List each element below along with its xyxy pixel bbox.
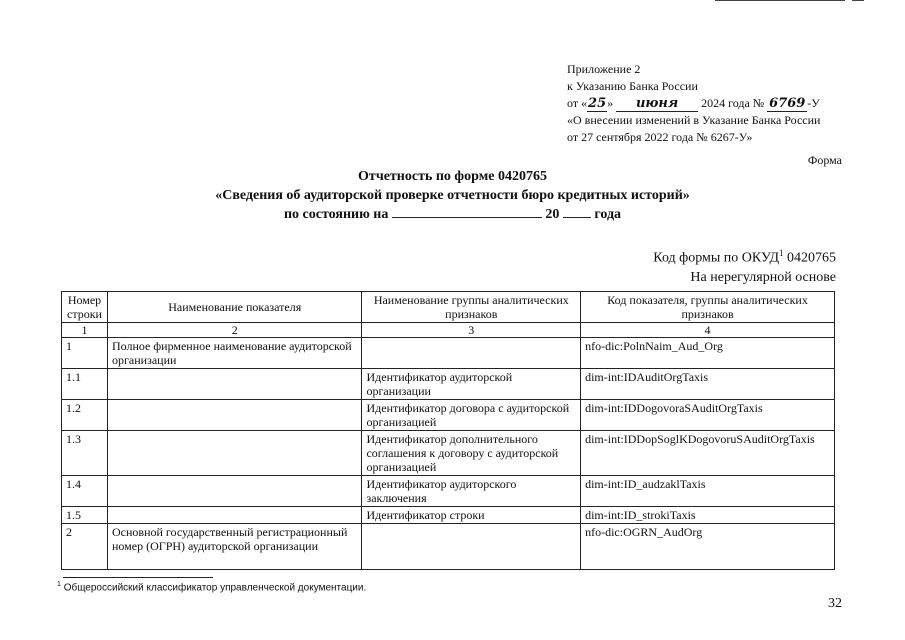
code-cell: dim-int:IDDogovoraSAuditOrgTaxis (581, 400, 835, 431)
header-code: Код показателя, группы аналитических признаков (581, 292, 835, 323)
footnote-mark: 1 (57, 581, 61, 588)
code-cell: dim-int:ID_strokiTaxis (581, 507, 835, 524)
indicator-name: Полное фирменное наименование аудиторской организации (107, 338, 362, 369)
header-indicator-name: Наименование показателя (107, 292, 362, 323)
col-number-cell: 2 (107, 323, 362, 338)
appendix-date-line (567, 95, 820, 112)
col-number-cell: 4 (581, 323, 835, 338)
okud-footnote-mark: 1 (779, 248, 784, 258)
header-group-name: Наименование группы аналитических признаков (362, 292, 581, 323)
indicator-name (107, 400, 362, 431)
indicator-name: Основной государственный регистрационный номер (ОГРН) аудиторской организации (107, 524, 362, 570)
row-number: 1.4 (62, 476, 108, 507)
table-header-row (62, 292, 835, 323)
table-row (62, 338, 835, 369)
footnote-text: Общероссийский классификатор управленческой документации. (63, 582, 367, 594)
indicator-name (107, 476, 362, 507)
page-number: 32 (828, 596, 842, 611)
group-name: Идентификатор договора с аудиторской организацией (362, 400, 581, 431)
table-row (62, 400, 835, 431)
report-date-line (0, 205, 905, 224)
report-table (61, 291, 835, 570)
row-number: 1.5 (62, 507, 108, 524)
report-title-line-1: Отчетность по форме 0420765 (358, 169, 547, 184)
group-name: Идентификатор аудиторского заключения (362, 476, 581, 507)
report-year-suffix: года (594, 207, 622, 222)
table-row (62, 476, 835, 507)
group-name (362, 524, 581, 570)
group-name: Идентификатор аудиторской организации (362, 369, 581, 400)
header-row-number: Номер строки (62, 292, 108, 323)
row-number: 1.2 (62, 400, 108, 431)
indicator-name (107, 507, 362, 524)
column-number-row (62, 323, 835, 338)
appendix-block (567, 61, 820, 146)
code-cell: dim-int:IDAuditOrgTaxis (581, 369, 835, 400)
appendix-line-4: «О внесении изменений в Указание Банка России (567, 113, 821, 127)
code-cell: dim-int:IDDopSoglKDogovoruSAuditOrgTaxis (581, 431, 835, 476)
scan-top-line (715, 0, 845, 1)
okud-block (653, 244, 836, 287)
report-year-prefix: 20 (545, 207, 560, 222)
code-cell: dim-int:ID_audzaklTaxis (581, 476, 835, 507)
okud-code: 0420765 (787, 250, 836, 266)
number-suffix: -У (807, 96, 820, 110)
appendix-line-2: к Указанию Банка России (567, 79, 698, 93)
scan-top-line-right (852, 0, 864, 1)
periodicity: На нерегулярной основе (690, 269, 836, 285)
row-number: 2 (62, 524, 108, 570)
group-name (362, 338, 581, 369)
table-row (62, 369, 835, 400)
form-label: Форма (807, 153, 842, 167)
okud-label: Код формы по ОКУД (653, 250, 779, 266)
handwritten-month: июня (616, 97, 698, 112)
footnote-divider (63, 577, 213, 578)
report-title-line-2: «Сведения об аудиторской проверке отчетности бюро кредитных историй» (215, 188, 690, 203)
date-close-quote: » (607, 96, 614, 110)
appendix-line-5: от 27 сентября 2022 года № 6267-У» (567, 130, 753, 144)
group-name: Идентификатор строки (362, 507, 581, 524)
okud-line (653, 244, 836, 268)
date-blank (392, 205, 542, 218)
row-number: 1.3 (62, 431, 108, 476)
table-row (62, 431, 835, 476)
footnote (57, 581, 366, 593)
code-cell: nfo-dic:OGRN_AudOrg (581, 524, 835, 570)
year-text: 2024 года № (701, 96, 765, 110)
indicator-name (107, 431, 362, 476)
report-date-prefix: по состоянию на (283, 207, 389, 222)
row-number: 1 (62, 338, 108, 369)
row-number: 1.1 (62, 369, 108, 400)
code-cell: nfo-dic:PolnNaim_Aud_Org (581, 338, 835, 369)
handwritten-number: 6769 (769, 96, 806, 111)
date-prefix: от « (567, 96, 588, 110)
table-row (62, 507, 835, 524)
handwritten-day: 25 (588, 96, 607, 111)
indicator-name (107, 369, 362, 400)
col-number-cell: 1 (62, 323, 108, 338)
table-row (62, 524, 835, 570)
col-number-cell: 3 (362, 323, 581, 338)
year-blank (563, 205, 591, 218)
appendix-line-1: Приложение 2 (567, 62, 641, 76)
group-name: Идентификатор дополнительного соглашения к договору с аудиторской организацией (362, 431, 581, 476)
